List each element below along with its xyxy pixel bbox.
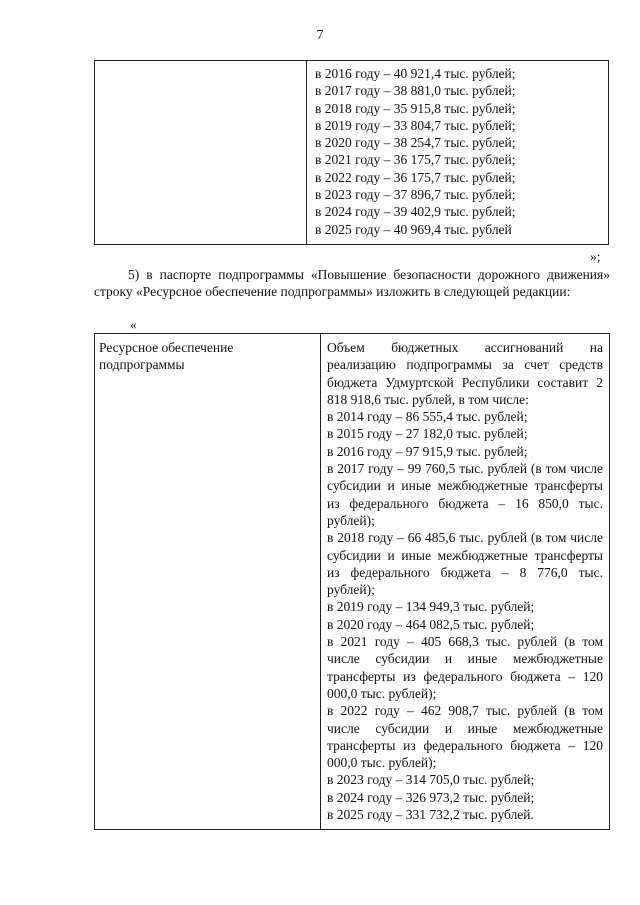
funding-intro: Объем бюджетных ассигнований на реализацию подпрограммы за счет средств бюджета Удмуртской Республики составит 2 818 918,6 тыс. рублей, в том числе:: [327, 340, 603, 407]
row-label: Ресурсное обеспечение подпрограммы: [99, 340, 234, 373]
amount-line: в 2025 году – 40 969,4 тыс. рублей: [315, 221, 512, 237]
row-label-cell: [95, 334, 321, 830]
closing-quote: »;: [590, 249, 601, 264]
funding-item: в 2018 году – 66 485,6 тыс. рублей (в том числе субсидии и иные межбюджетные трансферты из федерального бюджета – 8 776,0 тыс. рублей);: [327, 530, 603, 598]
funding-item: в 2021 году – 405 668,3 тыс. рублей (в том числе субсидии и иные межбюджетные трансферты из федерального бюджета – 120 000,0 тыс. рублей);: [327, 634, 603, 701]
funding-item: в 2020 году – 464 082,5 тыс. рублей;: [327, 616, 535, 632]
amount-line: в 2017 году – 38 881,0 тыс. рублей;: [315, 83, 516, 99]
amount-line: в 2023 году – 37 896,7 тыс. рублей;: [315, 187, 516, 203]
funding-item: в 2016 году – 97 915,9 тыс. рублей;: [327, 443, 528, 459]
row-value-cell: [321, 334, 610, 830]
funding-item: в 2023 году – 314 705,0 тыс. рублей;: [327, 772, 535, 788]
amendment-paragraph: 5) в паспорте подпрограммы «Повышение безопасности дорожного движения» строку «Ресурсное обеспечение подпрограммы» изложить в следующей редакции:: [94, 267, 610, 300]
funding-item: в 2015 году – 27 182,0 тыс. рублей;: [327, 426, 528, 442]
funding-item: в 2025 году – 331 732,2 тыс. рублей.: [327, 807, 534, 823]
amount-line: в 2024 году – 39 402,9 тыс. рублей;: [315, 204, 516, 220]
funding-item: в 2014 году – 86 555,4 тыс. рублей;: [327, 409, 528, 425]
amount-line: в 2022 году – 36 175,7 тыс. рублей;: [315, 169, 516, 185]
funding-item: в 2017 году – 99 760,5 тыс. рублей (в том числе субсидии и иные межбюджетные трансферты из федерального бюджета – 16 850,0 тыс. рублей);: [327, 461, 603, 528]
amount-line: в 2019 году – 33 804,7 тыс. рублей;: [315, 117, 516, 133]
funding-item: в 2022 году – 462 908,7 тыс. рублей (в том числе субсидии и иные межбюджетные трансферты из федерального бюджета – 120 000,0 тыс. рублей);: [327, 703, 603, 771]
page-number: 7: [316, 28, 324, 43]
funding-table-top: [94, 60, 609, 245]
yearly-amounts-cell: [307, 61, 609, 245]
funding-item: в 2019 году – 134 949,3 тыс. рублей;: [327, 599, 535, 615]
amount-line: в 2021 году – 36 175,7 тыс. рублей;: [315, 152, 516, 168]
amount-line: в 2018 году – 35 915,8 тыс. рублей;: [315, 100, 516, 116]
amount-line: в 2020 году – 38 254,7 тыс. рублей;: [315, 135, 516, 151]
amount-line: в 2016 году – 40 921,4 тыс. рублей;: [315, 66, 516, 81]
resource-table: [94, 333, 610, 830]
funding-item: в 2024 году – 326 973,2 тыс. рублей;: [327, 789, 535, 805]
opening-quote: «: [130, 317, 137, 332]
empty-cell: [95, 61, 307, 245]
